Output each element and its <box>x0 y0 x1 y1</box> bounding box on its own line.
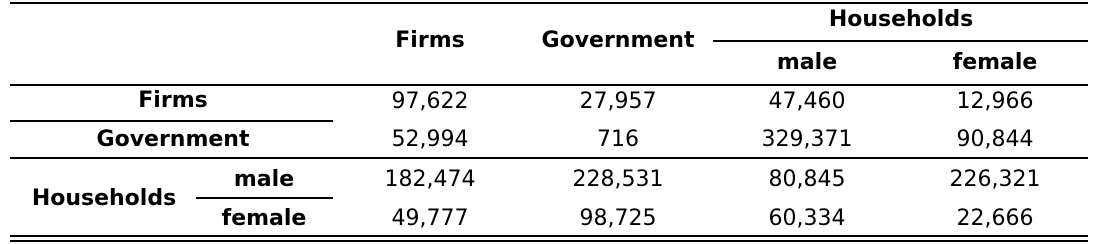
row-label-households: Households <box>31 186 177 211</box>
cell-households-male-firms: 182,474 <box>384 167 476 192</box>
bottom-rule-1 <box>10 235 1088 237</box>
cell-firms-male: 47,460 <box>768 89 846 114</box>
bottom-rule-2 <box>10 240 1088 242</box>
cell-government-female: 90,844 <box>956 127 1034 152</box>
cell-households-female-firms: 49,777 <box>391 206 469 231</box>
header-bottom-rule <box>10 84 1088 86</box>
header-female: female <box>952 50 1038 75</box>
cell-households-male-female: 226,321 <box>949 167 1041 192</box>
row-sublabel-female: female <box>221 206 307 231</box>
households-subrow-rule <box>196 197 333 199</box>
row-sublabel-male: male <box>233 167 295 192</box>
cell-households-female-government: 98,725 <box>579 206 657 231</box>
row-label-firms: Firms <box>138 88 208 113</box>
cell-households-male-government: 228,531 <box>572 167 664 192</box>
cell-government-firms: 52,994 <box>391 127 469 152</box>
cell-households-male-male: 80,845 <box>768 167 846 192</box>
top-rule <box>10 2 1088 4</box>
cell-households-female-female: 22,666 <box>956 206 1034 231</box>
cell-government-government: 716 <box>597 127 639 152</box>
row-label-government: Government <box>96 127 250 152</box>
header-male: male <box>776 50 838 75</box>
cell-government-male: 329,371 <box>761 127 853 152</box>
header-firms: Firms <box>395 28 465 53</box>
cell-firms-firms: 97,622 <box>391 89 469 114</box>
firms-row-rule <box>10 120 333 122</box>
header-government: Government <box>541 28 695 53</box>
government-row-rule <box>10 157 1088 159</box>
header-households: Households <box>828 7 974 32</box>
cell-firms-female: 12,966 <box>956 89 1034 114</box>
cell-firms-government: 27,957 <box>579 89 657 114</box>
cell-households-female-male: 60,334 <box>768 206 846 231</box>
households-header-rule <box>713 40 1088 42</box>
